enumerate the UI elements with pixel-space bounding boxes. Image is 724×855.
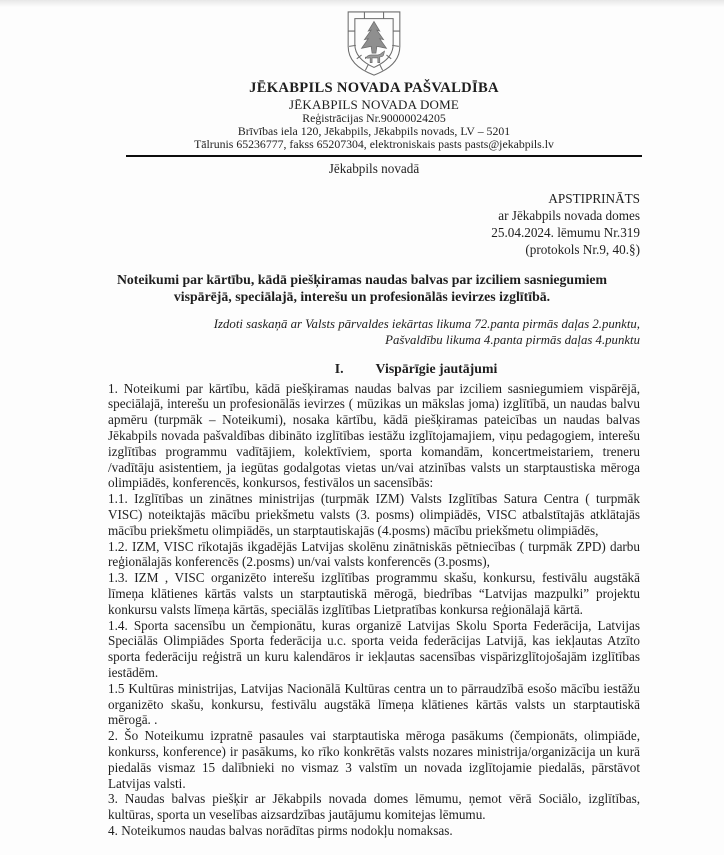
approval-line: 25.04.2024. lēmumu Nr.319	[491, 224, 640, 240]
approval-line: ar Jēkabpils novada domes	[498, 207, 640, 223]
legal-basis-line: Izdoti saskaņā ar Valsts pārvaldes iekārtas likuma 72.panta pirmās daļas 2.punktu,	[213, 316, 640, 331]
letterhead	[108, 10, 640, 177]
approval-block	[108, 190, 640, 258]
paragraph-1-5: 1.5 Kultūras ministrijas, Latvijas Nacionālā Kultūras centra un to pārraudzībā esošo mācību iestāžu organizēto skašu, konkursu, festivālu augstākā līmeņa klātienes kārtās valsts un starptautiskā mērogā. .	[108, 680, 640, 728]
paragraph-4: 4. Noteikumos naudas balvas norādītas pirms nodokļu nomaksas.	[108, 822, 453, 838]
org-subtitle: JĒKABPILS NOVADA DOME	[288, 97, 460, 112]
paragraph-1-4: 1.4. Sporta sacensību un čempionātu, kuras organizē Latvijas Skolu Sporta Federācija, Latvijas Speciālās Olimpiādes Sporta federācija u.c. sporta veida federācijas Latvijā, kas iekļautas Atzīto sporta federāciju reģistrā un kuru kalendāros ir iekļautas sacensības vispārizglītojošajām izglītības iestādēm.	[108, 617, 640, 680]
approval-line: (protokols Nr.9, 40.§)	[525, 241, 640, 257]
approval-line: APSTIPRINĀTS	[548, 190, 640, 206]
section-heading	[150, 360, 682, 377]
letterhead-divider	[126, 155, 642, 157]
paragraph-3: 3. Naudas balvas piešķir ar Jēkabpils novada domes lēmumu, ņemot vērā Sociālo, izglītības, kultūras, sporta un veselības aizsardzības jautājumu komitejas lēmumu.	[108, 791, 640, 823]
document-title: Noteikumi par kārtību, kādā piešķiramas naudas balvas par izciliem sasniegumiem vispārējā, speciālajā, interešu un profesionālās ievirzes izglītībā.	[116, 271, 608, 305]
org-name: JĒKABPILS NOVADA PAŠVALDĪBA	[249, 80, 499, 96]
org-registration: Reģistrācijas Nr.90000024205	[302, 111, 446, 125]
section-title: Vispārīgie jautājumi	[375, 360, 498, 376]
paragraph-2: 2. Šo Noteikumu izpratnē pasaules vai starptautiska mēroga pasākums (čempionāts, olimpiāde, konkurss, konference) ir pasākums, ko rīko konkrētās valsts nozares ministrija/organizācija un kurā piedalās vismaz 15 dalībnieki no vismaz 3 valstīm un novada izglītojamie piedalās, pārstāvot Latvijas valsti.	[108, 728, 640, 791]
paragraph-1-1: 1.1. Izglītības un zinātnes ministrijas (turpmāk IZM) Valsts Izglītības Satura Centra ( turpmāk VISC) noteiktajās mācību priekšmetu valsts (3. posms) olimpiādēs, VISC atbalstītajās atklātajās mācību priekšmetu olimpiādēs, un starptautiskajās (4.posms) mācību priekšmetu olimpiādēs,	[108, 491, 640, 538]
paragraph-1: 1. Noteikumi par kārtību, kādā piešķiramas naudas balvas par izciliem sasniegumiem vispārējā, speciālajā, interešu un profesionālās ievirzes ( mūzikas un mākslas joma) izglītībā, un naudas balvu apmēru (turpmāk – Noteikumi), nosaka kārtību, kādā piešķiramas pateicības un naudas balvas Jēkabpils novada pašvaldības dibināto izglītības iestāžu izglītojamajiem, viņu pedagogiem, interešu izglītības programmu vadītājiem, kolektīviem, sporta komandām, koncertmeistariem, treneru /vadītāju asistentiem, ja iegūtas godalgotas vietas un/vai atzinības valsts un starptaustiska mēroga olimpiādēs, konferencēs, konkursos, festivālos un sacensībās:	[108, 380, 640, 491]
paragraph-1-3: 1.3. IZM , VISC organizēto interešu izglītības programmu skašu, konkursu, festivālu augstākā līmeņa klātienes kārtās valsts un starptautiskā mērogā, biedrības “Latvijas mazpulki” projektu konkursu valsts līmeņa kārtās, speciālās izglītības Lietpratības konkursa reģionālajā kārtā.	[108, 570, 640, 617]
legal-basis-line: Pašvaldību likuma 4.panta pirmās daļas 4.punktu	[385, 333, 640, 348]
section-number: I.	[334, 360, 344, 376]
org-contacts: Tālrunis 65236777, fakss 65207304, elektroniskais pasts pasts@jekabpils.lv	[194, 137, 554, 152]
paragraph-1-2: 1.2. IZM, VISC rīkotajās ikgadējās Latvijas skolēnu zinātniskās pētniecības ( turpmāk ZPD) darbu reģionālajās konferencēs (2.posms) un/vai valsts konferencēs (3.posms),	[108, 538, 640, 570]
org-address: Brīvības iela 120, Jēkabpils, Jēkabpils novads, LV – 5201	[237, 124, 511, 139]
legal-basis-block	[108, 316, 640, 349]
place-line: Jēkabpils novadā	[328, 160, 420, 176]
coat-of-arms-icon	[108, 10, 640, 77]
document-body	[108, 381, 640, 839]
